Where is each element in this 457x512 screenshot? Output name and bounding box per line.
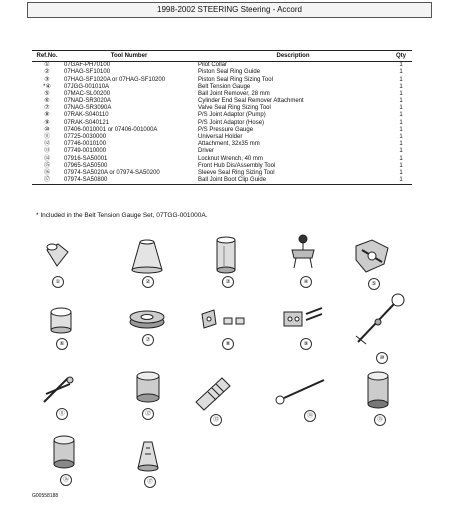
- universal-holder-drawing: [40, 372, 76, 406]
- cell-qty: 1: [399, 148, 403, 155]
- cell-tool: 07916-SA50001: [64, 155, 108, 162]
- cell-desc: Front Hub Dis/Assembly Tool: [198, 162, 276, 169]
- table-row: [32, 84, 412, 91]
- cell-desc: Attachment, 32x35 mm: [198, 141, 260, 148]
- attachment-32x35-drawing: [134, 370, 162, 404]
- cell-ref: ⑪: [43, 134, 50, 141]
- cell-desc: P/S Joint Adaptor (Hose): [198, 119, 265, 126]
- cell-desc: Piston Seal Ring Sizing Tool: [198, 76, 273, 83]
- cell-qty: 1: [399, 98, 403, 105]
- table-row: [32, 105, 412, 112]
- ball-joint-boot-clip-guide-drawing: [136, 438, 160, 472]
- footnote: * Included in the Belt Tension Gauge Set, 07TGG-001000A.: [36, 212, 208, 219]
- cylinder-end-seal-remover-attachment-drawing: [48, 306, 74, 334]
- sleeve-seal-ring-sizing-tool-drawing: [50, 434, 78, 470]
- cell-tool: 07746-0010100: [64, 141, 107, 148]
- tools-illustration: [30, 228, 430, 508]
- cell-tool: 07974-SA5020A or 07974-SA50200: [64, 169, 160, 176]
- ps-joint-adaptor-pump-drawing: [200, 304, 250, 334]
- callout-label: ⑰: [144, 476, 156, 488]
- figure-code: G00558188: [32, 493, 59, 499]
- cell-ref: *④: [43, 83, 51, 90]
- cell-ref: ⑧: [44, 112, 50, 119]
- table-row: [32, 163, 412, 170]
- cell-desc: Ball Joint Remover, 28 mm: [198, 90, 270, 97]
- cell-ref: ①: [44, 62, 50, 69]
- cell-desc: P/S Pressure Gauge: [198, 126, 254, 133]
- front-hub-tool-drawing: [364, 370, 392, 410]
- callout-label: ④: [300, 276, 312, 288]
- cell-desc: Driver: [198, 148, 214, 155]
- cell-qty: 1: [399, 134, 403, 141]
- table-row: [32, 148, 412, 155]
- cell-desc: Piston Seal Ring Guide: [198, 69, 261, 76]
- callout-label: ⑥: [56, 338, 68, 350]
- callout-label: ①: [52, 276, 64, 288]
- cell-tool: 07NAD-SR3020A: [64, 98, 112, 105]
- callout-label: ⑮: [374, 414, 386, 426]
- table-row: [32, 98, 412, 105]
- page-header: 1998-2002 STEERING Steering - Accord: [27, 2, 432, 18]
- table-row: [32, 69, 412, 76]
- cell-ref: ⑭: [43, 155, 50, 162]
- cell-desc: Locknut Wrench, 40 mm: [198, 155, 263, 162]
- cell-ref: ②: [44, 69, 50, 76]
- cell-desc: Ball Joint Boot Clip Guide: [196, 177, 390, 185]
- cell-tool: 07JGG-001010A: [64, 83, 110, 90]
- piston-seal-ring-sizing-tool-drawing: [214, 236, 238, 274]
- cell-qty: 1: [399, 90, 403, 97]
- table-row: [32, 112, 412, 119]
- cell-qty: 1: [399, 76, 403, 83]
- cell-qty: 1: [399, 169, 403, 176]
- ps-pressure-gauge-drawing: [352, 292, 408, 348]
- cell-qty: 1: [399, 126, 403, 133]
- table-row: [32, 134, 412, 141]
- cell-tool: 07RAK-S040110: [64, 112, 109, 119]
- cell-ref: ⑤: [44, 90, 50, 97]
- callout-label: ⑭: [304, 410, 316, 422]
- cell-tool: 07RAK-S040121: [64, 119, 110, 126]
- cell-ref: ⑥: [44, 98, 50, 105]
- cell-tool: 07HAG-SF10100: [64, 69, 111, 76]
- cell-ref: ⑩: [44, 126, 50, 133]
- cell-desc: Valve Seal Ring Sizing Tool: [198, 105, 271, 112]
- col-description: Description: [196, 51, 390, 62]
- table-row: [32, 155, 412, 162]
- cell-qty: 1: [399, 141, 403, 148]
- callout-label: ⑨: [300, 338, 312, 350]
- cell-qty: 1: [399, 83, 403, 90]
- callout-label: ⑫: [142, 408, 154, 420]
- locknut-wrench-drawing: [272, 376, 328, 406]
- callout-label: ⑤: [368, 278, 380, 290]
- cell-tool: 07749-0010000: [64, 148, 107, 155]
- cell-ref: ⑯: [43, 169, 50, 176]
- ps-joint-adaptor-hose-drawing: [280, 302, 326, 334]
- cell-tool: 07MAC-SL00200: [64, 90, 111, 97]
- table-row: [32, 91, 412, 98]
- cell-qty: 1: [399, 155, 403, 162]
- cell-desc: Sleeve Seal Ring Sizing Tool: [198, 169, 275, 176]
- cell-desc: P/S Joint Adaptor (Pump): [198, 112, 266, 119]
- table-row: [32, 141, 412, 148]
- callout-label: ⑬: [210, 414, 222, 426]
- table-row: [32, 170, 412, 177]
- callout-label: ⑦: [142, 334, 154, 346]
- cell-qty: 1: [399, 69, 403, 76]
- table-row: [32, 76, 412, 83]
- cell-tool: 07725-0030000: [64, 134, 107, 141]
- cell-ref: ⑨: [44, 119, 50, 126]
- callout-label: ⑪: [56, 408, 68, 420]
- table-row: [32, 177, 412, 185]
- cell-ref: ③: [44, 76, 50, 83]
- table-row: [32, 120, 412, 127]
- table-row: [32, 62, 412, 70]
- col-tool-number: Tool Number: [62, 51, 196, 62]
- cell-desc: Belt Tension Gauge: [198, 83, 251, 90]
- ball-joint-remover-drawing: [352, 236, 392, 276]
- cell-tool: 07HAG-SF1020A or 07HAG-SF10200: [64, 76, 166, 83]
- piston-seal-ring-guide-drawing: [130, 238, 164, 274]
- callout-label: ②: [142, 276, 154, 288]
- cell-ref: ⑫: [43, 141, 50, 148]
- callout-label: ③: [222, 276, 234, 288]
- cell-desc: Universal Holder: [198, 134, 243, 141]
- cell-tool: 07965-SA50500: [64, 162, 108, 169]
- cell-tool: 07406-0010001 or 07406-001000A: [64, 126, 158, 133]
- cell-qty: 1: [399, 162, 403, 169]
- cell-desc: Cylinder End Seal Remover Attachment: [198, 98, 304, 105]
- col-qty: Qty: [390, 51, 412, 62]
- cell-ref: ⑮: [43, 162, 50, 169]
- special-tools-table: [32, 50, 412, 185]
- cell-qty: 1: [399, 119, 403, 126]
- callout-label: ⑧: [222, 338, 234, 350]
- cell-desc: Pilot Collar: [198, 62, 228, 69]
- belt-tension-gauge-drawing: [288, 232, 318, 270]
- col-ref-no: Ref.No.: [32, 51, 62, 62]
- cell-tool: 07NAG-SR3090A: [64, 105, 112, 112]
- cell-qty: 1: [399, 62, 403, 69]
- callout-label: ⑯: [60, 474, 72, 486]
- cell-ref: ⑰: [32, 177, 62, 185]
- cell-ref: ⑬: [43, 148, 50, 155]
- callout-label: ⑩: [376, 352, 388, 364]
- table-header-row: [32, 51, 412, 62]
- pilot-collar-drawing: [44, 242, 70, 268]
- valve-seal-ring-sizing-tool-drawing: [128, 308, 166, 330]
- cell-ref: ⑦: [44, 105, 50, 112]
- cell-tool: 07974-SA50800: [62, 177, 196, 185]
- cell-qty: 1: [399, 112, 403, 119]
- cell-qty: 1: [399, 105, 403, 112]
- table-row: [32, 127, 412, 134]
- cell-tool: 07GAF-PH70100: [64, 62, 111, 69]
- driver-drawing: [192, 372, 236, 412]
- cell-qty: 1: [390, 177, 412, 185]
